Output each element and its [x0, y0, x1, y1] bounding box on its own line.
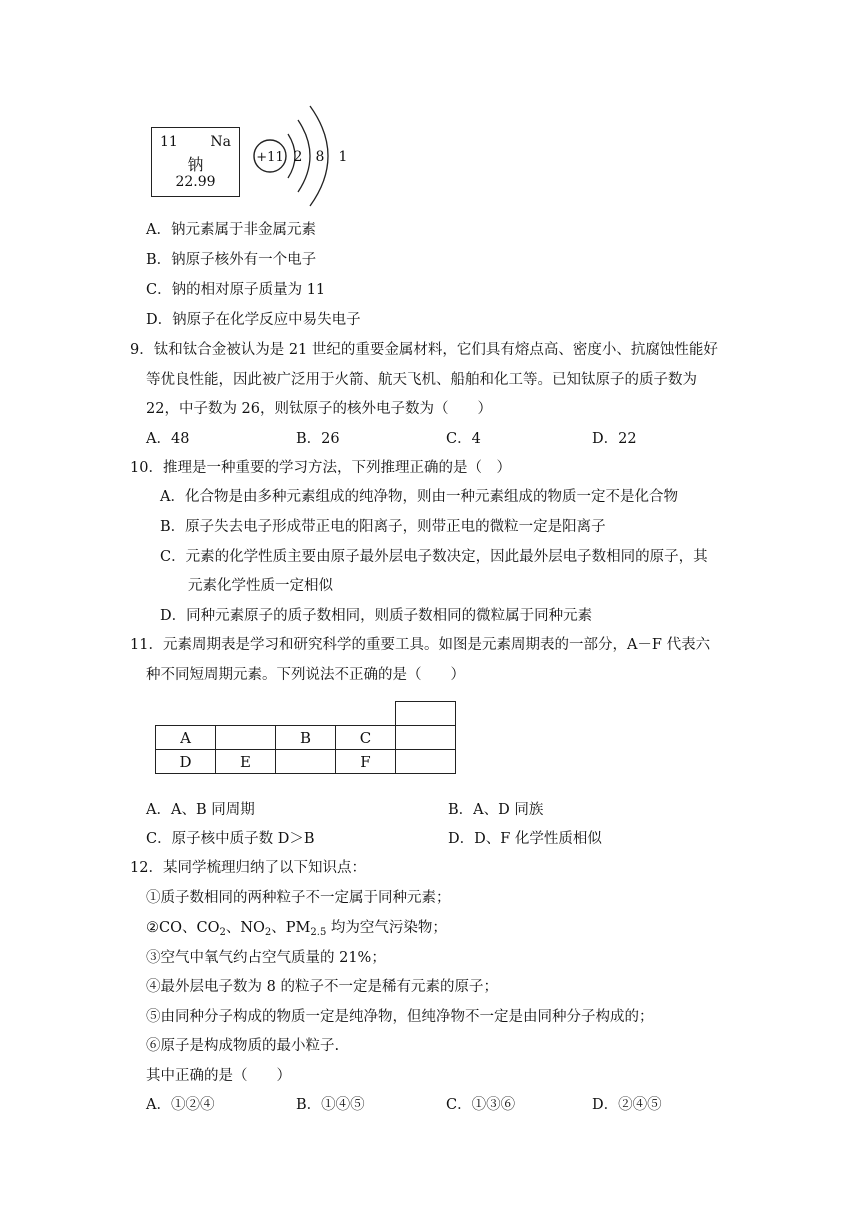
element-symbol: Na: [210, 134, 231, 150]
q8-option-d: D．钠原子在化学反应中易失电子: [146, 312, 361, 328]
table-cell: [216, 702, 276, 726]
q12-option-b: B．①④⑤: [296, 1097, 365, 1113]
subscript: 2: [264, 927, 272, 938]
table-cell-e: E: [216, 750, 276, 774]
nucleus-charge: +11: [256, 150, 284, 165]
q9-option-c: C．4: [446, 431, 481, 447]
q9-option-a: A．48: [146, 431, 190, 447]
q10-stem: 10．推理是一种重要的学习方法，下列推理正确的是（ ）: [130, 460, 511, 476]
q12-item-3: ③空气中氧气约占空气质量的 21%；: [146, 950, 386, 966]
table-cell: [276, 750, 336, 774]
q10-option-c-line-1: C．元素的化学性质主要由原子最外层电子数决定，因此最外层电子数相同的原子，其: [160, 549, 708, 565]
table-cell-d: D: [156, 750, 216, 774]
table-row: [156, 750, 456, 774]
periodic-table-fragment: [155, 701, 456, 774]
q8-option-c: C．钠的相对原子质量为 11: [146, 282, 326, 298]
q10-option-a: A．化合物是由多种元素组成的纯净物，则由一种元素组成的物质一定不是化合物: [160, 489, 678, 505]
q12-item-2-part: 、PM: [271, 920, 311, 936]
q10-option-b: B．原子失去电子形成带正电的阳离子，则带正电的微粒一定是阳离子: [160, 519, 606, 535]
q12-item-1: ①质子数相同的两种粒子不一定属于同种元素；: [146, 890, 451, 906]
subscript: 2: [219, 927, 226, 938]
table-cell: [216, 726, 276, 750]
q12-option-a: A．①②④: [146, 1097, 215, 1113]
table-cell: [396, 702, 456, 726]
q11-stem-line-1: 11．元素周期表是学习和研究科学的重要工具。如图是元素周期表的一部分，A－F 代表六: [130, 637, 711, 653]
shell-1-count: 2: [293, 149, 303, 165]
subscript: 2.5: [310, 927, 327, 938]
table-cell-f: F: [336, 750, 396, 774]
table-cell-a: A: [156, 726, 216, 750]
table-cell: [276, 702, 336, 726]
q9-stem-line-3: 22，中子数为 26，则钛原子的核外电子数为（ ）: [146, 401, 493, 417]
sodium-atom-diagram: [250, 100, 360, 210]
q9-option-d: D．22: [592, 431, 637, 447]
table-cell: [396, 750, 456, 774]
q12-item-5: ⑤由同种分子构成的物质一定是纯净物，但纯净物不一定是由同种分子构成的；: [146, 1009, 654, 1025]
sodium-element-card: [151, 127, 240, 197]
table-cell-c: C: [336, 726, 396, 750]
table-row: [156, 726, 456, 750]
table-cell: [156, 702, 216, 726]
shell-3-count: 1: [338, 149, 348, 165]
shell-2-count: 8: [315, 149, 325, 165]
q11-option-b: B．A、D 同族: [448, 802, 544, 818]
table-cell: [336, 702, 396, 726]
q8-option-a: A．钠元素属于非金属元素: [146, 222, 316, 238]
q12-item-2-part: 均为空气污染物；: [326, 920, 447, 936]
q10-option-c-line-2: 元素化学性质一定相似: [188, 578, 333, 594]
q11-stem-line-2: 种不同短周期元素。下列说法不正确的是（ ）: [146, 667, 465, 683]
table-row: [156, 702, 456, 726]
q8-option-b: B．钠原子核外有一个电子: [146, 252, 317, 268]
q11-option-a: A．A、B 同周期: [146, 802, 255, 818]
q12-item-2: [146, 916, 447, 937]
q12-item-2-part: 、NO: [225, 920, 265, 936]
q12-item-4: ④最外层电子数为 8 的粒子不一定是稀有元素的原子；: [146, 979, 498, 995]
q12-ask: 其中正确的是（ ）: [146, 1068, 291, 1084]
q9-stem-line-2: 等优良性能，因此被广泛用于火箭、航天飞机、船舶和化工等。已知钛原子的质子数为: [146, 372, 697, 388]
q10-option-d: D．同种元素原子的质子数相同，则质子数相同的微粒属于同种元素: [160, 608, 593, 624]
atomic-number: 11: [160, 134, 178, 150]
q11-option-d: D．D、F 化学性质相似: [448, 831, 602, 847]
q9-option-b: B．26: [296, 431, 340, 447]
q12-item-2-part: ②CO、CO: [146, 920, 220, 936]
atomic-mass: 22.99: [175, 174, 216, 190]
q12-stem: 12．某同学梳理归纳了以下知识点：: [130, 860, 366, 876]
q9-stem-line-1: 9．钛和钛合金被认为是 21 世纪的重要金属材料，它们具有熔点高、密度小、抗腐蚀性能好: [130, 342, 718, 358]
q12-option-c: C．①③⑥: [446, 1097, 516, 1113]
q12-item-6: ⑥原子是构成物质的最小粒子.: [146, 1038, 340, 1054]
table-cell-b: B: [276, 726, 336, 750]
element-name: 钠: [187, 155, 204, 174]
q11-option-c: C．原子核中质子数 D＞B: [146, 831, 315, 847]
q12-option-d: D．②④⑤: [592, 1097, 662, 1113]
table-cell: [396, 726, 456, 750]
